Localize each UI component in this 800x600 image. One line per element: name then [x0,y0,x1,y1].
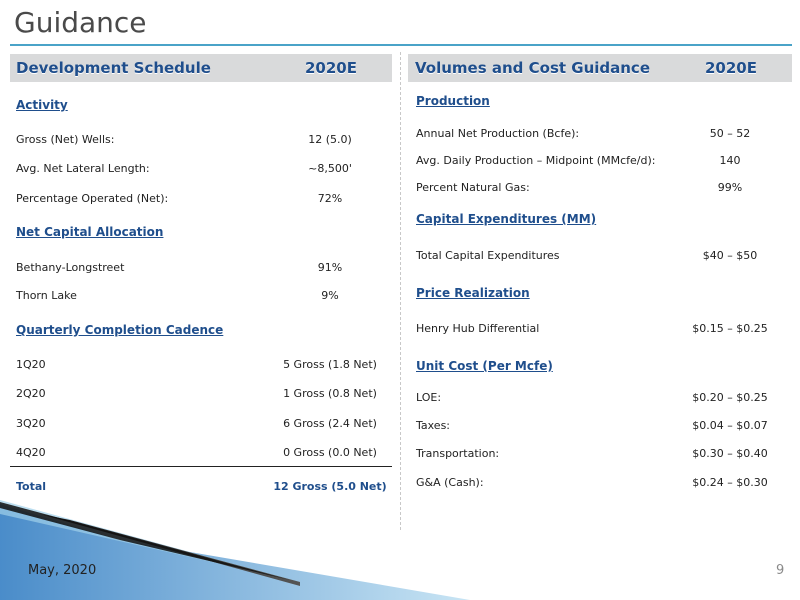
unit-cost-value: $0.24 – $0.30 [692,476,768,489]
unit-cost-label: Transportation: [416,447,500,460]
allocation-value: 91% [317,261,343,274]
unit-cost-label: LOE: [416,391,442,404]
capex-value: $40 – $50 [702,249,758,262]
decorative-swoosh [0,500,800,600]
production-value: 50 – 52 [709,127,751,140]
capex-heading: Capital Expenditures (MM) [416,212,597,226]
net-capital-allocation-heading: Net Capital Allocation [16,225,164,239]
volumes-cost-header [408,54,792,82]
activity-value: 72% [317,192,343,205]
volumes-cost-title: Volumes and Cost Guidance [415,59,650,77]
activity-heading: Activity [16,98,68,112]
price-value: $0.15 – $0.25 [692,322,768,335]
price-realization-heading: Price Realization [416,286,530,300]
development-schedule-header [10,54,392,82]
development-schedule-title: Development Schedule [16,59,211,77]
activity-label: Avg. Net Lateral Length: [16,162,150,175]
unit-cost-value: $0.04 – $0.07 [692,419,768,432]
unit-cost-label: G&A (Cash): [416,476,484,489]
production-label: Annual Net Production (Bcfe): [416,127,580,140]
development-schedule-year: 2020E [305,59,357,77]
production-heading: Production [416,94,490,108]
footer-date: May, 2020 [28,563,97,578]
activity-label: Percentage Operated (Net): [16,192,169,205]
production-value: 99% [717,181,743,194]
cadence-label: 2Q20 [16,387,46,400]
unit-cost-value: $0.30 – $0.40 [692,447,768,460]
cadence-label: 3Q20 [16,417,46,430]
unit-cost-value: $0.20 – $0.25 [692,391,768,404]
allocation-label: Thorn Lake [16,289,77,302]
total-value: 12 Gross (5.0 Net) [273,480,387,493]
unit-cost-label: Taxes: [416,419,451,432]
page-number: 9 [776,563,785,578]
column-divider [400,52,401,530]
title-divider [10,44,792,46]
allocation-value: 9% [321,289,339,302]
cadence-value: 1 Gross (0.8 Net) [283,387,377,400]
total-divider [10,466,392,467]
unit-cost-heading: Unit Cost (Per Mcfe) [416,359,553,373]
total-label: Total [16,480,47,493]
volumes-cost-year: 2020E [705,59,757,77]
cadence-value: 5 Gross (1.8 Net) [283,358,377,371]
cadence-value: 0 Gross (0.0 Net) [283,446,377,459]
page-title: Guidance [14,6,147,39]
allocation-label: Bethany-Longstreet [16,261,125,274]
activity-label: Gross (Net) Wells: [16,133,115,146]
production-label: Percent Natural Gas: [416,181,530,194]
cadence-label: 1Q20 [16,358,46,371]
activity-value: ~8,500' [308,162,352,175]
activity-value: 12 (5.0) [308,133,352,146]
cadence-label: 4Q20 [16,446,46,459]
production-value: 140 [719,154,741,167]
capex-label: Total Capital Expenditures [416,249,560,262]
price-label: Henry Hub Differential [416,322,540,335]
cadence-value: 6 Gross (2.4 Net) [283,417,377,430]
quarterly-cadence-heading: Quarterly Completion Cadence [16,323,224,337]
production-label: Avg. Daily Production – Midpoint (MMcfe/d): [416,154,656,167]
